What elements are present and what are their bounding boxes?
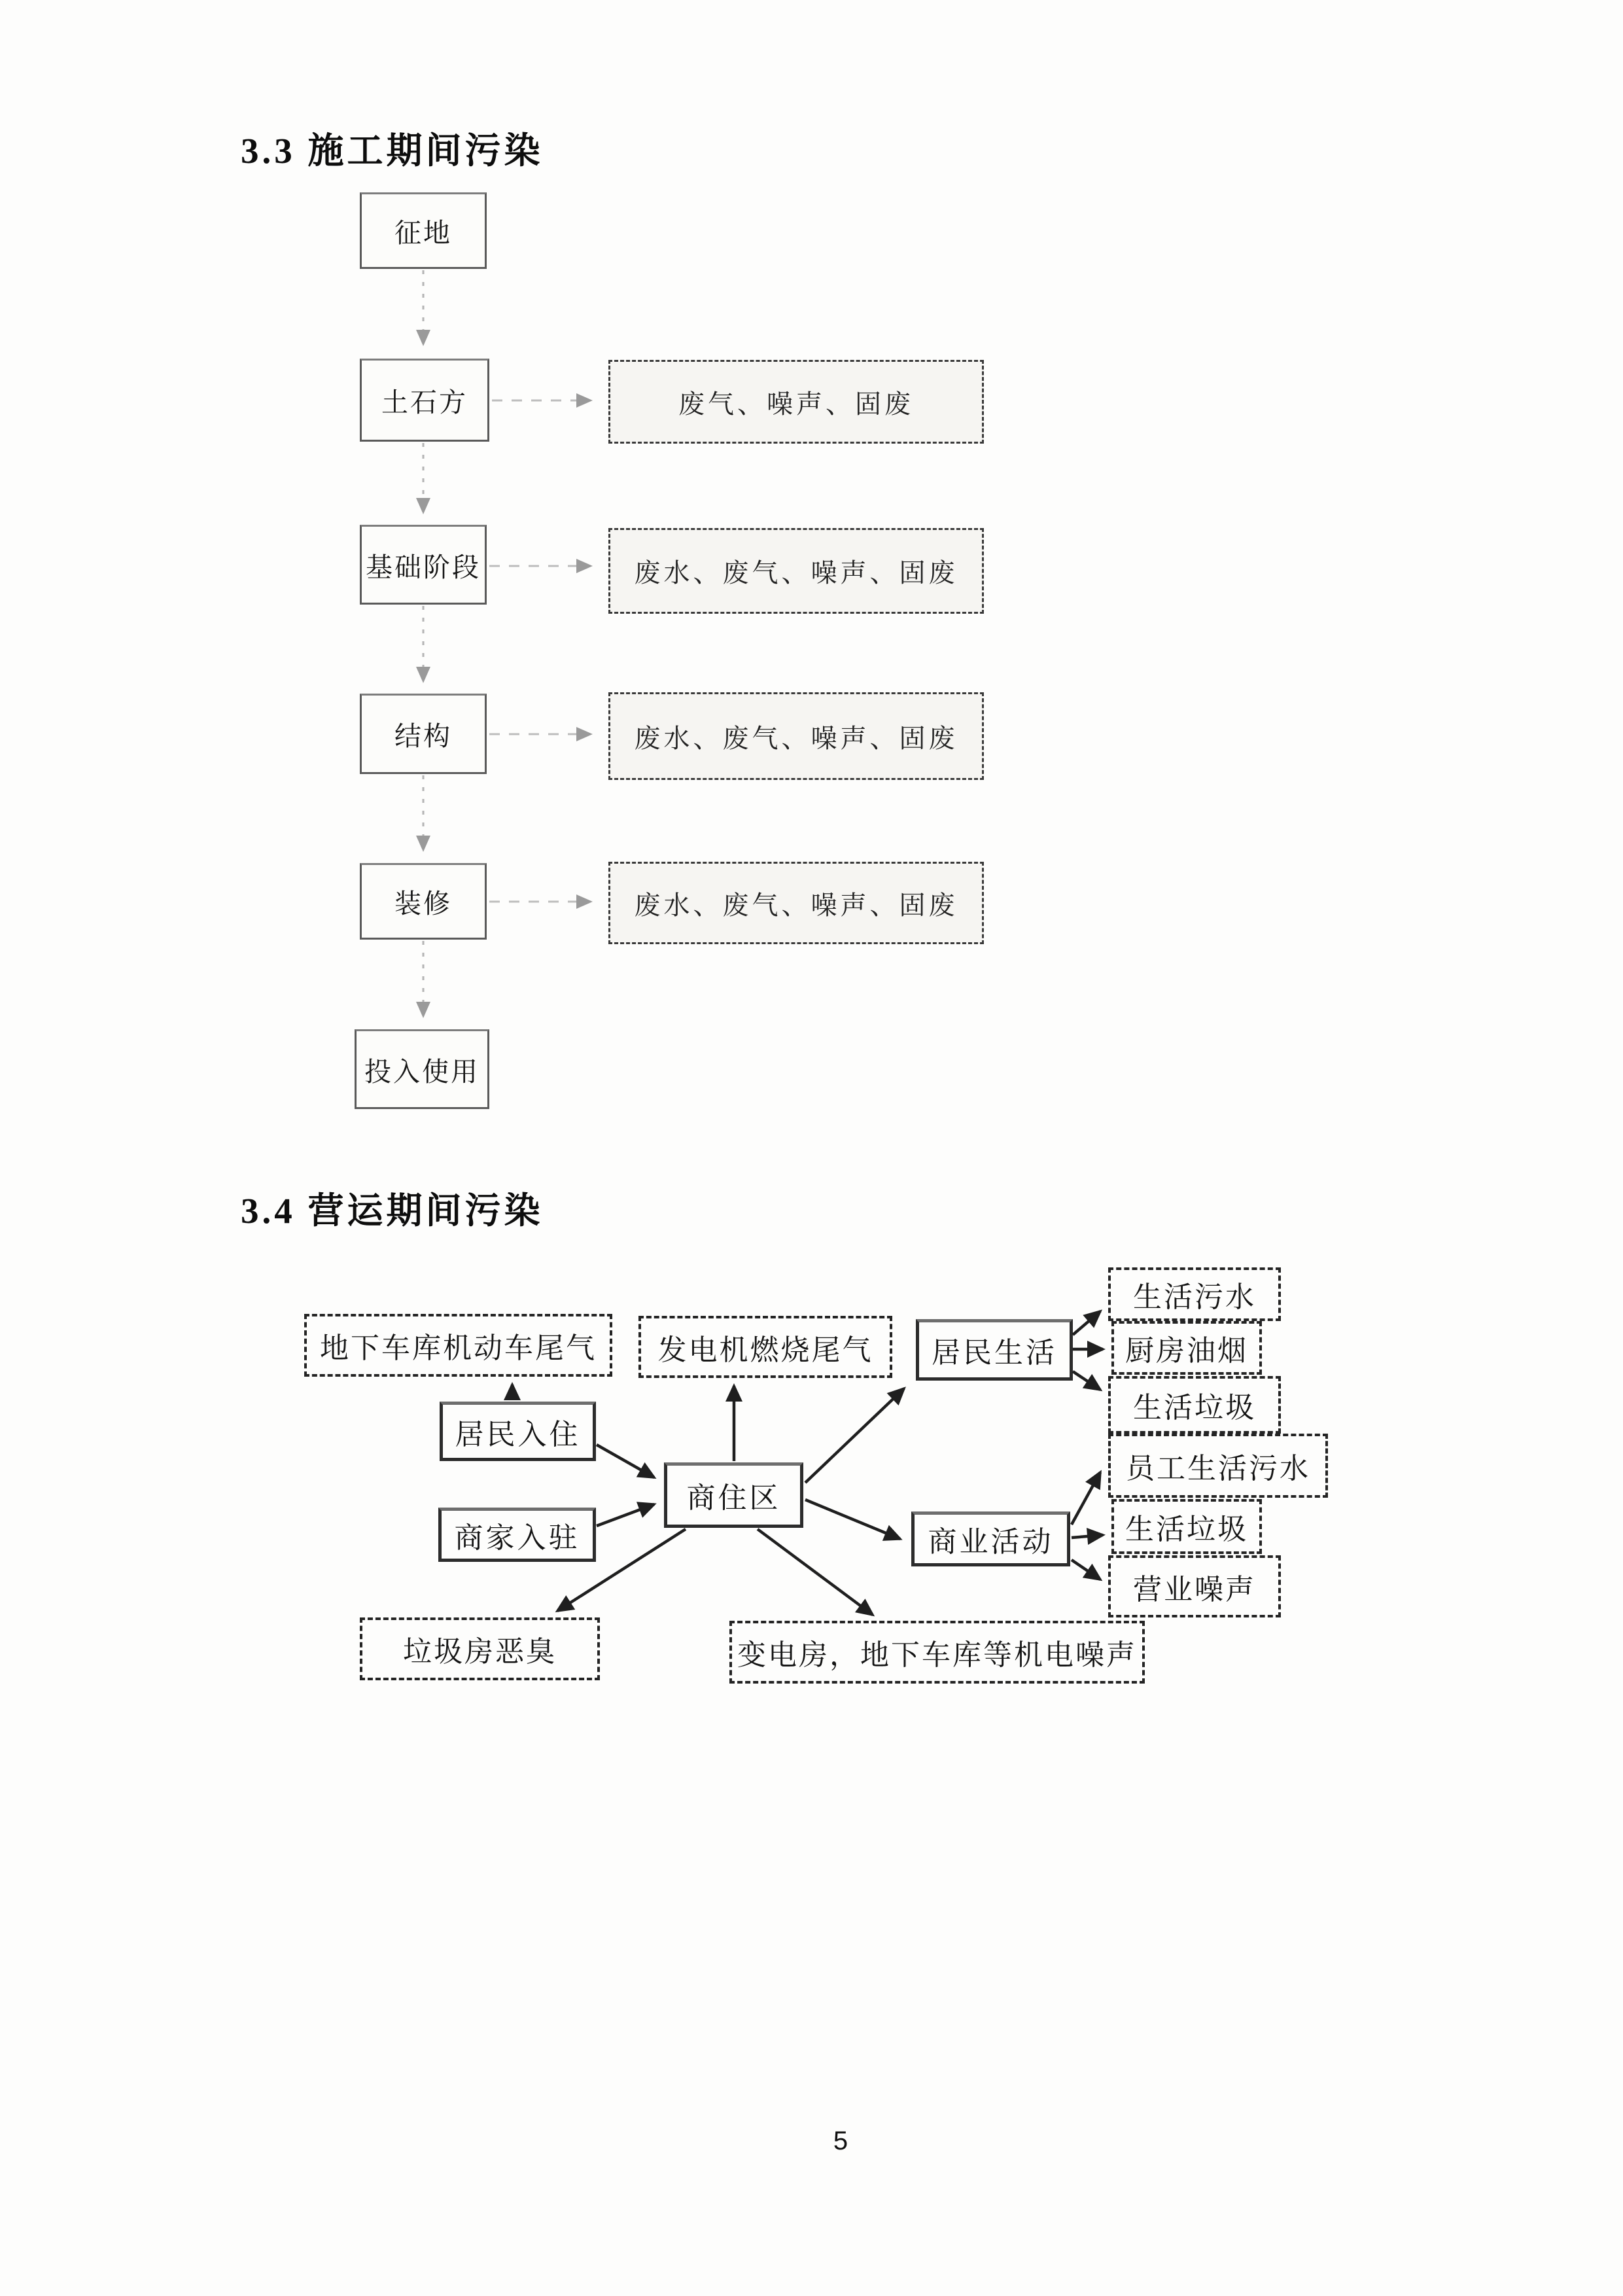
node-garbage-room-odor: 垃圾房恶臭 [360,1617,600,1680]
node-mixed-zone: 商住区 [664,1462,803,1528]
node-domestic-garbage-commercial: 生活垃圾 [1111,1499,1262,1554]
node-resident-movein: 居民入住 [440,1402,596,1461]
flow-stage-put-into-use: 投入使用 [355,1029,489,1109]
node-domestic-garbage-resident: 生活垃圾 [1108,1376,1281,1434]
pollution-box-foundation: 废水、废气、噪声、固废 [608,528,984,614]
section-3-4-heading: 3.4 营运期间污染 [241,1191,544,1231]
page-number: 5 [833,2127,848,2155]
flow-stage-land-acquisition: 征地 [360,192,487,269]
node-commercial-activity: 商业活动 [911,1511,1070,1566]
node-merchant-movein: 商家入驻 [438,1508,596,1562]
node-mech-noise: 变电房，地下车库等机电噪声 [729,1621,1145,1684]
node-resident-life: 居民生活 [916,1319,1073,1381]
pollution-box-structure: 废水、废气、噪声、固废 [608,692,984,780]
pollution-box-earthwork: 废气、噪声、固废 [608,360,984,444]
pollution-box-decoration: 废水、废气、噪声、固废 [608,862,984,944]
node-generator-exhaust: 发电机燃烧尾气 [638,1316,892,1378]
flow-stage-earthwork: 土石方 [360,359,489,442]
flow-stage-decoration: 装修 [360,863,487,940]
node-business-noise: 营业噪声 [1108,1555,1281,1617]
node-kitchen-fume: 厨房油烟 [1111,1321,1262,1375]
section-3-3-heading: 3.3 施工期间污染 [241,131,544,171]
flow-stage-structure: 结构 [360,694,487,774]
flow-stage-foundation: 基础阶段 [360,525,487,605]
node-staff-sewage: 员工生活污水 [1108,1434,1328,1498]
node-garage-exhaust: 地下车库机动车尾气 [304,1314,612,1377]
node-domestic-sewage: 生活污水 [1108,1267,1281,1321]
